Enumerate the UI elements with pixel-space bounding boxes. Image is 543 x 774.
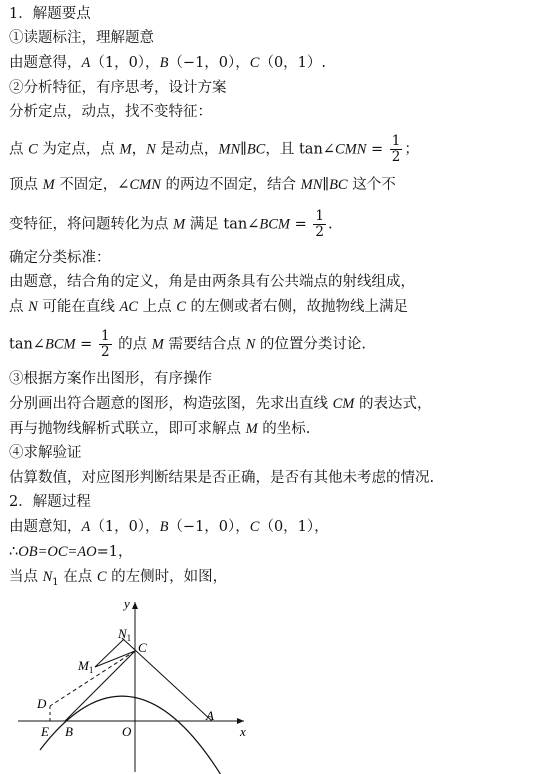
label-y: y [124,596,130,611]
fraction-half [99,329,112,360]
text: 的点 [113,336,152,353]
given-points-line [9,53,326,73]
denominator: 2 [100,344,110,360]
step-1-title: ①读题标注，理解题意 [9,30,154,46]
segment-cm1 [95,651,135,667]
vertex-line [9,175,396,195]
label-o: O [122,724,132,739]
invariant-line [9,209,333,240]
text: （−1，0）， [168,519,250,535]
text: （0，1）， [259,519,329,535]
text: . [327,216,333,233]
fraction-half [390,134,403,165]
denominator: 2 [315,224,324,240]
section-1-heading: 1．解题要点 [9,6,91,22]
label-n1 [117,626,131,643]
numerator: 1 [315,208,324,224]
text: （1，0）， [90,55,160,71]
fixed-moving-points-line [9,134,419,165]
section-2-heading: 2．解题过程 [9,494,91,510]
y-axis-arrow [132,602,138,609]
segment-bc: BC [246,141,266,158]
text: 变特征，将问题转化为点 [9,216,174,233]
label-c: C [138,640,147,655]
known-points-line [9,517,329,537]
analysis-line: 分析定点，动点，找不变特征： [9,104,212,120]
text: =1， [96,544,133,560]
denominator: 2 [391,149,401,165]
equals: = [366,141,388,158]
segment-bc: BC [329,177,348,193]
point-m: M [151,336,164,353]
point-b: B [159,519,169,535]
point-b: B [159,55,169,71]
text: 再与抛物线解析式联立，即可求解点 [9,421,246,437]
text: 分别画出符合题意的图形，构造弦图，先求出直线 [9,396,333,412]
text: （1，0）， [90,519,160,535]
text: 可能在直线 [37,299,120,315]
dashed-cd [50,651,135,706]
text: 的位置分类讨论. [255,336,366,353]
text: ； [404,141,419,158]
step-3-title: ③根据方案作出图形，有序操作 [9,371,212,387]
text: 需要结合点 [163,336,246,353]
geometry-figure [0,590,270,774]
segment-mn: MN [300,177,323,193]
angle-definition-line: 由题意，结合角的定义，角是由两条具有公共端点的射线组成， [9,274,415,290]
point-n: N [42,569,53,585]
label-b: B [65,724,73,739]
angle-bcm: BCM [259,216,290,233]
parallel-symbol: ∥ [322,177,330,193]
point-m: M [173,216,186,233]
label-m-sub: 1 [88,665,94,675]
step-4-title: ④求解验证 [9,445,82,461]
subscript: 1 [52,576,59,588]
segment-m1n1 [95,639,124,667]
equal-lengths-line [9,542,132,562]
label-e: E [41,724,49,739]
point-n: N [245,336,256,353]
point-n: N [28,299,38,315]
label-x: x [240,724,246,739]
angle-bcm: BCM [44,336,76,353]
therefore-symbol: ∴ [9,544,19,560]
text: 的左侧时，如图， [106,569,228,585]
label-n: N [118,626,127,641]
text: 的两边不固定，结合 [160,177,301,193]
label-m: M [78,658,89,673]
numerator: 1 [100,328,110,344]
text: 顶点 [9,177,43,193]
point-m: M [42,177,55,193]
text: 点 [9,299,29,315]
point-c: C [96,569,107,585]
text: 这个不 [347,177,396,193]
fraction-half [313,209,326,240]
case-left-line [9,567,227,593]
text: 点 [9,141,29,158]
label-n-sub: 1 [126,633,132,643]
point-n-position-line [9,297,408,317]
equals: = [75,336,97,353]
text: 上点 [138,299,177,315]
tan-condition-line [9,329,366,360]
text: 由题意知， [9,519,82,535]
text: 不固定，∠ [54,177,130,193]
numerator: 1 [391,133,401,149]
text: 的表达式， [354,396,432,412]
classification-heading: 确定分类标准： [9,250,111,266]
point-m: M [119,141,132,158]
point-m: M [245,421,258,437]
point-c: C [249,55,260,71]
line-ac: AC [119,299,139,315]
text: 当点 [9,569,43,585]
text: （−1，0）， [168,55,250,71]
label-a: A [206,708,214,723]
point-c: C [249,519,260,535]
text: tan∠ [9,336,45,353]
solve-m-line [9,419,310,439]
text: 满足 tan∠ [185,216,260,233]
angle-cmn: CMN [334,141,367,158]
text: 在点 [58,569,97,585]
segment-mn: MN [218,141,241,158]
label-d: D [37,696,47,711]
parallel-symbol: ∥ [240,141,247,158]
text: 是动点， [155,141,219,158]
draw-figure-line [9,394,431,414]
point-c: C [176,299,186,315]
text: ， [131,141,147,158]
text: ，且 tan∠ [265,141,335,158]
equation: OB=OC=AO [18,544,97,560]
text: （0，1）. [259,55,327,71]
angle-cmn: CMN [129,177,161,193]
point-a: A [81,519,91,535]
text: 的坐标. [257,421,311,437]
text: 由题意得， [9,55,82,71]
point-n: N [146,141,156,158]
label-m1 [77,658,93,675]
equals: = [290,216,312,233]
point-a: A [81,55,91,71]
point-c: C [28,141,38,158]
verify-line: 估算数值，对应图形判断结果是否正确，是否有其他未考虑的情况. [9,470,435,486]
line-cm: CM [332,396,355,412]
text: 的左侧或者右侧，故抛物线上满足 [185,299,409,315]
text: 为定点，点 [37,141,120,158]
step-2-title: ②分析特征，有序思考，设计方案 [9,80,227,96]
